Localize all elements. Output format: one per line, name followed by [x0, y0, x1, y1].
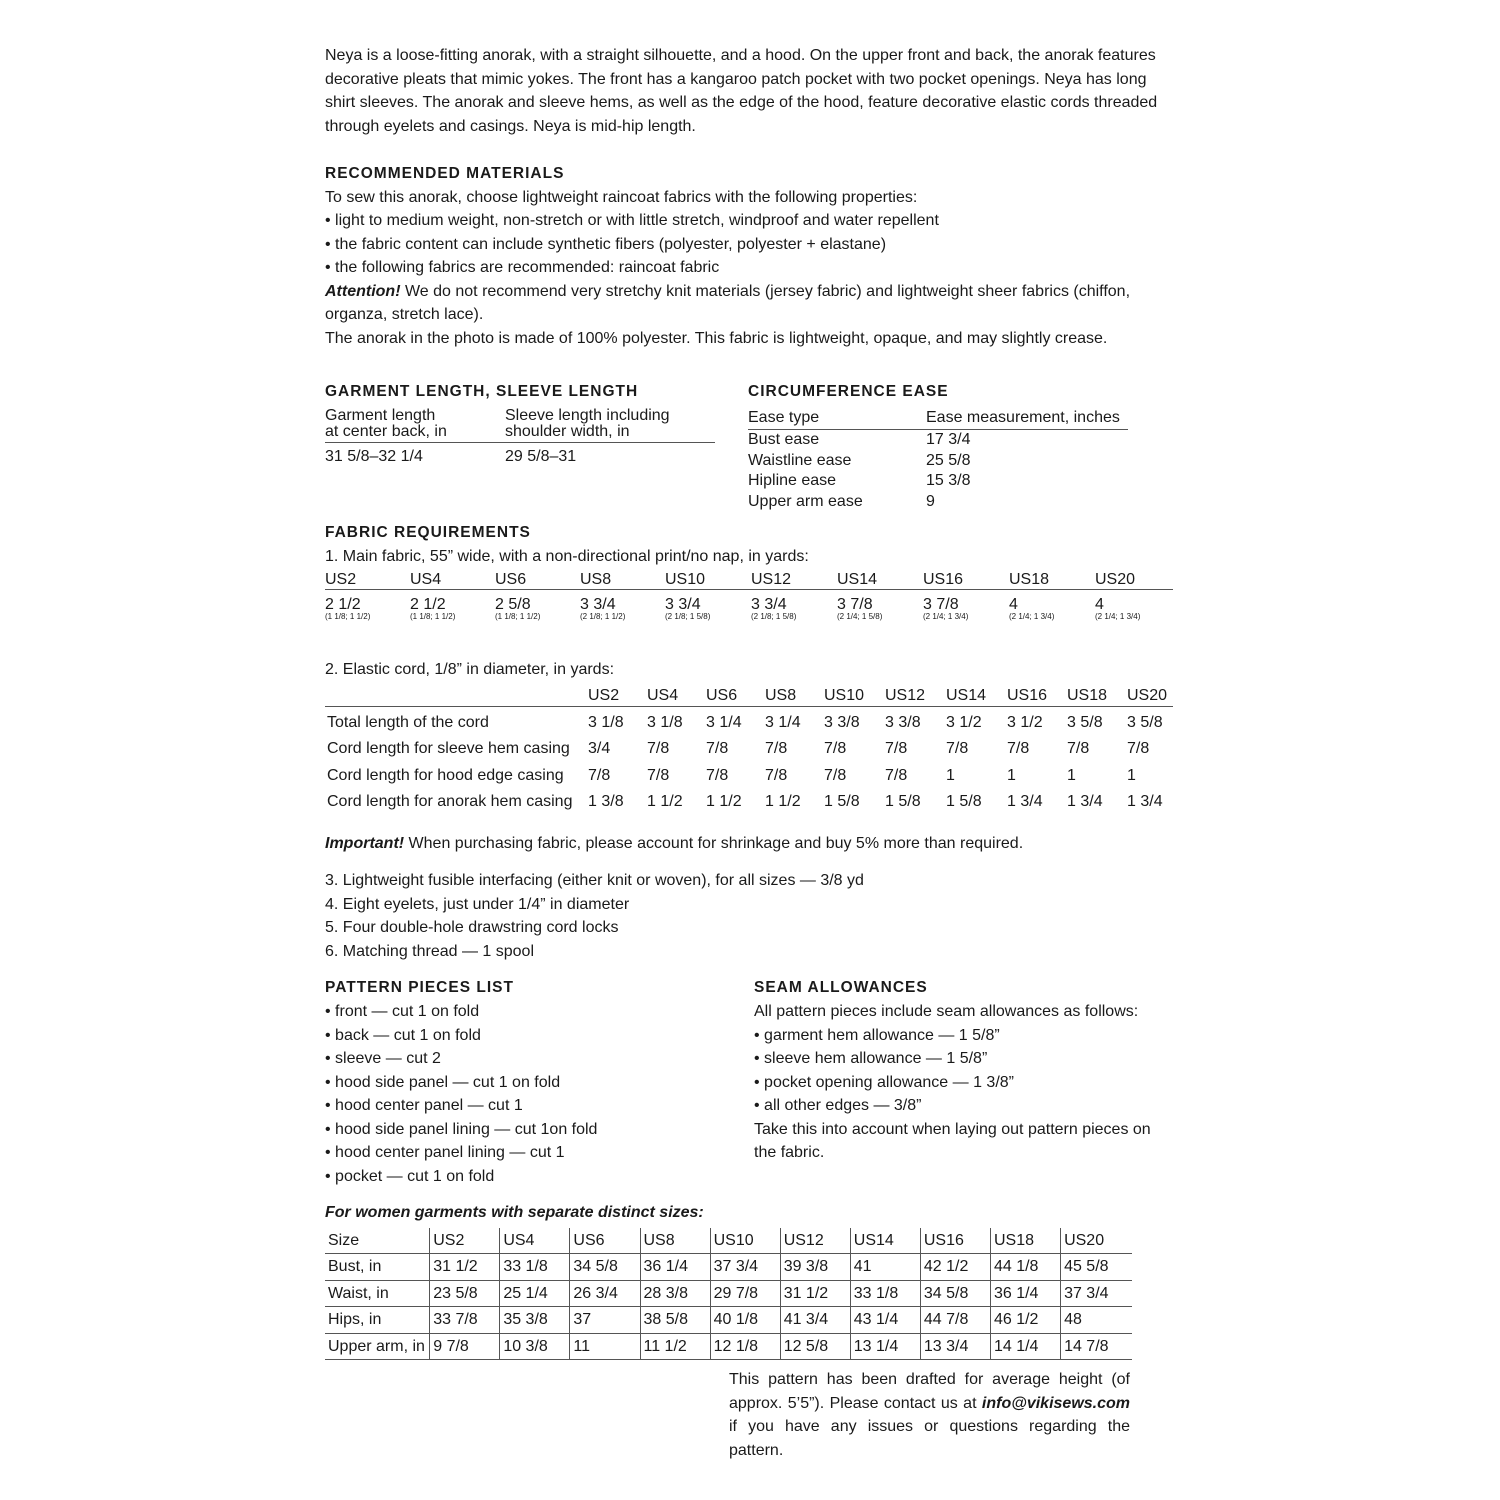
fabric-yards: 3 3/4	[580, 596, 616, 613]
fabric-breakdown: (2 1/4; 1 3/4)	[923, 612, 969, 621]
table-cell: 11 1/2	[640, 1333, 710, 1359]
table-cell: 3 1/8	[647, 714, 683, 731]
fabric-breakdown: (2 1/8; 1 5/8)	[751, 612, 797, 621]
size-header: US10	[710, 1228, 780, 1254]
size-header: US14	[837, 570, 923, 590]
table-cell: 7/8	[647, 740, 670, 758]
important-label: Important!	[325, 835, 405, 852]
size-header: US16	[920, 1228, 990, 1254]
list-item: • garment hem allowance — 1 5/8”	[754, 1026, 1000, 1044]
ease-row: Waistline ease 25 5/8	[748, 451, 971, 469]
fabric-breakdown: (2 1/4; 1 5/8)	[837, 612, 883, 621]
table-cell: 25 1/4	[500, 1280, 570, 1306]
size-header: US12	[780, 1228, 850, 1254]
table-cell: 3 5/8	[1127, 714, 1163, 731]
elastic-cord-line: 2. Elastic cord, 1/8” in diameter, in yards:	[325, 661, 615, 678]
fabric-yards: 4	[1095, 596, 1104, 613]
size-header: US20	[1061, 1228, 1132, 1254]
seam-closing: Take this into account when laying out pattern pieces on the fabric.	[754, 1120, 1151, 1161]
table-cell: 45 5/8	[1061, 1254, 1132, 1280]
list-item: • hood side panel lining — cut 1on fold	[325, 1120, 598, 1138]
table-cell: 1 1/2	[647, 792, 683, 810]
size-header: US4	[500, 1228, 570, 1254]
garment-length-table	[325, 408, 715, 465]
table-cell: 28 3/8	[640, 1280, 710, 1306]
ease-row: Bust ease 17 3/4	[748, 430, 971, 448]
size-header: US18	[990, 1228, 1060, 1254]
list-item: • hood center panel — cut 1	[325, 1097, 523, 1114]
fabric-yards: 2 5/8	[495, 596, 531, 613]
attention-note	[325, 280, 1185, 327]
fabric-yards: 2 1/2	[325, 596, 361, 613]
sleeve-length-col-header: Sleeve length including shoulder width, in	[505, 408, 715, 443]
table-cell: 7/8	[946, 740, 969, 758]
table-cell: 7/8	[824, 740, 847, 758]
photo-note: The anorak in the photo is made of 100% polyester. This fabric is lightweight, opaque, and may slightly crease.	[325, 329, 1108, 347]
fabric-breakdown: (2 1/4; 1 3/4)	[1009, 612, 1055, 621]
size-header: US20	[1127, 686, 1173, 707]
table-cell: 33 1/8	[500, 1254, 570, 1280]
table-row	[325, 763, 1173, 789]
table-cell: 3 1/4	[706, 714, 742, 731]
table-cell: 31 1/2	[780, 1280, 850, 1306]
table-cell: 1 3/8	[588, 792, 624, 810]
row-label: Cord length for sleeve hem casing	[327, 740, 570, 758]
table-cell: 12 1/8	[710, 1333, 780, 1359]
size-header: US10	[665, 570, 751, 590]
table-row	[325, 1280, 1132, 1306]
ease-type-header: Ease type	[748, 408, 926, 429]
table-row	[325, 789, 1173, 815]
table-cell: 3 5/8	[1067, 714, 1103, 731]
fabric-breakdown: (2 1/4; 1 3/4)	[1095, 612, 1141, 621]
important-text: When purchasing fabric, please account for shrinkage and buy 5% more than required.	[404, 835, 1024, 852]
table-cell: 1 5/8	[824, 792, 860, 810]
materials-lead: To sew this anorak, choose lightweight raincoat fabrics with the following properties:	[325, 188, 918, 206]
fabric-breakdown: (1 1/8; 1 1/2)	[495, 612, 541, 621]
table-cell: 7/8	[1007, 740, 1030, 758]
table-cell: 39 3/8	[780, 1254, 850, 1280]
table-cell: 34 5/8	[920, 1280, 990, 1306]
table-cell: 3 3/8	[885, 714, 921, 731]
empty-header-cell	[325, 686, 588, 707]
table-cell: 7/8	[885, 766, 908, 784]
table-cell: 7/8	[824, 766, 847, 784]
list-item: • hood center panel lining — cut 1	[325, 1144, 565, 1161]
ease-row: Hipline ease 15 3/8	[748, 472, 971, 490]
size-header: US14	[850, 1228, 920, 1254]
table-cell: 48	[1061, 1307, 1132, 1333]
attention-text: We do not recommend very stretchy knit materials (jersey fabric) and lightweight sheer fabrics (chiffon, organza, stretch lace).	[325, 282, 1131, 323]
size-header: US12	[885, 686, 946, 707]
fabric-value-cell	[923, 590, 1009, 623]
table-cell: 1	[1067, 766, 1076, 784]
table-header-row	[325, 1228, 1132, 1254]
table-row	[325, 707, 1173, 737]
table-cell: 7/8	[765, 766, 788, 784]
table-cell: 42 1/2	[920, 1254, 990, 1280]
size-header: US2	[430, 1228, 500, 1254]
list-item: • back — cut 1 on fold	[325, 1026, 481, 1044]
table-cell: 1 3/4	[1127, 792, 1163, 810]
size-header: US4	[647, 686, 706, 707]
table-cell: 7/8	[647, 766, 670, 784]
table-cell: 36 1/4	[990, 1280, 1060, 1306]
size-header: US4	[410, 570, 495, 590]
size-header: US2	[588, 686, 647, 707]
table-cell: 36 1/4	[640, 1254, 710, 1280]
table-cell: 46 1/2	[990, 1307, 1060, 1333]
size-header: US8	[580, 570, 665, 590]
fabric-value-cell	[410, 590, 495, 623]
table-cell: 1	[946, 766, 955, 784]
size-header: US20	[1095, 570, 1173, 590]
table-row	[325, 1333, 1132, 1359]
table-row	[325, 1254, 1132, 1280]
table-cell: 41 3/4	[780, 1307, 850, 1333]
table-cell: 3 3/8	[824, 714, 860, 731]
pattern-pieces-heading: PATTERN PIECES LIST	[325, 979, 514, 996]
supply-item: 6. Matching thread — 1 spool	[325, 942, 535, 960]
size-header: US2	[325, 570, 410, 590]
table-cell: 7/8	[765, 740, 788, 758]
table-cell: 34 5/8	[570, 1254, 640, 1280]
size-header: US6	[570, 1228, 640, 1254]
table-cell: 7/8	[885, 740, 908, 758]
supply-item: 5. Four double-hole drawstring cord locks	[325, 919, 619, 936]
size-header: US8	[765, 686, 824, 707]
fabric-yards: 3 3/4	[665, 596, 701, 613]
table-cell: 7/8	[588, 766, 611, 784]
list-item: • sleeve hem allowance — 1 5/8”	[754, 1050, 988, 1067]
size-header: US6	[495, 570, 580, 590]
size-chart-table	[325, 1228, 1132, 1360]
table-cell: 7/8	[706, 766, 729, 784]
table-cell: 43 1/4	[850, 1307, 920, 1333]
table-cell: 7/8	[1067, 740, 1090, 758]
seam-lead: All pattern pieces include seam allowances as follows:	[754, 1003, 1139, 1020]
table-cell: 29 7/8	[710, 1280, 780, 1306]
fabric-breakdown: (2 1/8; 1 1/2)	[580, 612, 626, 621]
fabric-value-cell	[837, 590, 923, 623]
fabric-value-cell	[1095, 590, 1173, 623]
size-header: US14	[946, 686, 1007, 707]
size-header: US18	[1009, 570, 1095, 590]
table-cell: 1	[1127, 766, 1136, 784]
materials-heading: RECOMMENDED MATERIALS	[325, 165, 565, 182]
table-cell: 13 1/4	[850, 1333, 920, 1359]
garment-length-col-header: Garment length at center back, in	[325, 408, 505, 443]
fabric-value-cell	[665, 590, 751, 623]
materials-section	[325, 162, 1185, 350]
list-item: • sleeve — cut 2	[325, 1050, 441, 1067]
size-header: US10	[824, 686, 885, 707]
list-item: • pocket opening allowance — 1 3/8”	[754, 1073, 1014, 1091]
seam-allowances-list	[754, 1000, 1164, 1165]
sleeve-length-value: 29 5/8–31	[505, 448, 577, 465]
table-cell: 37 3/4	[1061, 1280, 1132, 1306]
table-cell: 33 1/8	[850, 1280, 920, 1306]
materials-bullet: • the fabric content can include synthetic fibers (polyester, polyester + elastane)	[325, 235, 887, 253]
list-item: • hood side panel — cut 1 on fold	[325, 1073, 561, 1091]
table-cell: 31 1/2	[430, 1254, 500, 1280]
table-cell: 3 1/4	[765, 714, 801, 731]
table-cell: 1 3/4	[1007, 792, 1043, 810]
table-cell: 37 3/4	[710, 1254, 780, 1280]
table-row	[325, 736, 1173, 762]
ease-row: Upper arm ease 9	[748, 493, 935, 511]
table-cell: 3/4	[588, 740, 611, 758]
table-cell: 12 5/8	[780, 1333, 850, 1359]
table-cell: 33 7/8	[430, 1307, 500, 1333]
table-cell: 1 1/2	[765, 792, 801, 810]
table-cell: 23 5/8	[430, 1280, 500, 1306]
table-cell: 10 3/8	[500, 1333, 570, 1359]
fabric-value-cell	[580, 590, 665, 623]
size-chart-heading: For women garments with separate distinct sizes:	[325, 1204, 704, 1221]
important-note	[325, 832, 1023, 856]
size-header: US8	[640, 1228, 710, 1254]
table-cell: 1	[1007, 766, 1016, 784]
row-label: Waist, in	[325, 1280, 430, 1306]
contact-email[interactable]: info@vikisews.com	[981, 1394, 1130, 1412]
fabric-yards: 3 7/8	[923, 596, 959, 613]
size-header: US18	[1067, 686, 1127, 707]
elastic-cord-table	[325, 686, 1173, 815]
size-header: US12	[751, 570, 837, 590]
table-cell: 1 3/4	[1067, 792, 1103, 810]
table-cell: 3 1/2	[946, 714, 982, 731]
supply-item: 4. Eight eyelets, just under 1/4” in diameter	[325, 895, 630, 913]
table-cell: 35 3/8	[500, 1307, 570, 1333]
list-item: • all other edges — 3/8”	[754, 1097, 922, 1114]
size-header: Size	[325, 1228, 430, 1254]
materials-bullet: • light to medium weight, non-stretch or with little stretch, windproof and water repellent	[325, 212, 939, 229]
fabric-value-cell	[1009, 590, 1095, 623]
fabric-yards: 4	[1009, 596, 1018, 613]
materials-bullet: • the following fabrics are recommended: raincoat fabric	[325, 259, 720, 276]
table-cell: 37	[570, 1307, 640, 1333]
supply-item: 3. Lightweight fusible interfacing (either knit or woven), for all sizes — 3/8 yd	[325, 872, 864, 889]
table-cell: 11	[570, 1333, 640, 1359]
attention-label: Attention!	[325, 282, 401, 300]
list-item: • pocket — cut 1 on fold	[325, 1167, 495, 1185]
main-fabric-line: 1. Main fabric, 55” wide, with a non-directional print/no nap, in yards:	[325, 548, 809, 565]
table-cell: 44 7/8	[920, 1307, 990, 1333]
fabric-yards: 2 1/2	[410, 596, 446, 613]
list-item: • front — cut 1 on fold	[325, 1003, 480, 1020]
size-header: US16	[1007, 686, 1067, 707]
table-header-row	[325, 686, 1173, 707]
table-cell: 14 7/8	[1061, 1333, 1132, 1359]
fabric-breakdown: (2 1/8; 1 5/8)	[665, 612, 711, 621]
table-row	[325, 1307, 1132, 1333]
footer-note: This pattern has been drafted for average height (of approx. 5’5”). Please contact us at info@vikisews.com if you have any issues or questions regarding the pattern.	[729, 1371, 1130, 1459]
main-fabric-table	[325, 570, 1173, 622]
table-cell: 1 5/8	[885, 792, 921, 810]
ease-table	[748, 408, 1128, 513]
table-cell: 9 7/8	[430, 1333, 500, 1359]
row-label: Upper arm, in	[325, 1333, 430, 1359]
fabric-heading: FABRIC REQUIREMENTS	[325, 524, 531, 541]
table-cell: 1 1/2	[706, 792, 742, 810]
supplies-list	[325, 869, 864, 963]
seam-allowances-heading: SEAM ALLOWANCES	[754, 979, 928, 996]
row-label: Hips, in	[325, 1307, 430, 1333]
table-cell: 3 1/8	[588, 714, 624, 731]
size-header: US6	[706, 686, 765, 707]
garment-length-heading: GARMENT LENGTH, SLEEVE LENGTH	[325, 383, 639, 400]
table-cell: 3 1/2	[1007, 714, 1043, 731]
table-cell: 44 1/8	[990, 1254, 1060, 1280]
size-header: US16	[923, 570, 1009, 590]
table-cell: 41	[850, 1254, 920, 1280]
table-cell: 38 5/8	[640, 1307, 710, 1333]
table-cell: 13 3/4	[920, 1333, 990, 1359]
table-cell: 26 3/4	[570, 1280, 640, 1306]
pattern-pieces-list	[325, 1000, 597, 1188]
ease-measurement-header: Ease measurement, inches	[926, 408, 1128, 429]
table-cell: 14 1/4	[990, 1333, 1060, 1359]
fabric-yards: 3 3/4	[751, 596, 787, 613]
fabric-breakdown: (1 1/8; 1 1/2)	[410, 612, 456, 621]
row-label: Bust, in	[325, 1254, 430, 1280]
fabric-breakdown: (1 1/8; 1 1/2)	[325, 612, 371, 621]
table-cell: 7/8	[1127, 740, 1150, 758]
table-cell: 7/8	[706, 740, 729, 758]
garment-length-value: 31 5/8–32 1/4	[325, 448, 423, 465]
row-label: Cord length for hood edge casing	[327, 766, 564, 784]
intro-paragraph: Neya is a loose-fitting anorak, with a straight silhouette, and a hood. On the upper front and back, the anorak features decorative pleats that mimic yokes. The front has a kangaroo patch pocket with two pocket openings. Neya has long shirt sleeves. The anorak and sleeve hems, as well as the edge of the hood, feature decorative elastic cords threaded through eyelets and casings. Neya is mid-hip length.	[325, 47, 1158, 135]
table-cell: 40 1/8	[710, 1307, 780, 1333]
table-cell: 1 5/8	[946, 792, 982, 810]
fabric-yards: 3 7/8	[837, 596, 873, 613]
fabric-value-cell	[751, 590, 837, 623]
row-label: Total length of the cord	[327, 714, 489, 731]
ease-heading: CIRCUMFERENCE EASE	[748, 383, 949, 400]
row-label: Cord length for anorak hem casing	[327, 792, 573, 810]
fabric-value-cell	[325, 590, 410, 623]
fabric-value-cell	[495, 590, 580, 623]
